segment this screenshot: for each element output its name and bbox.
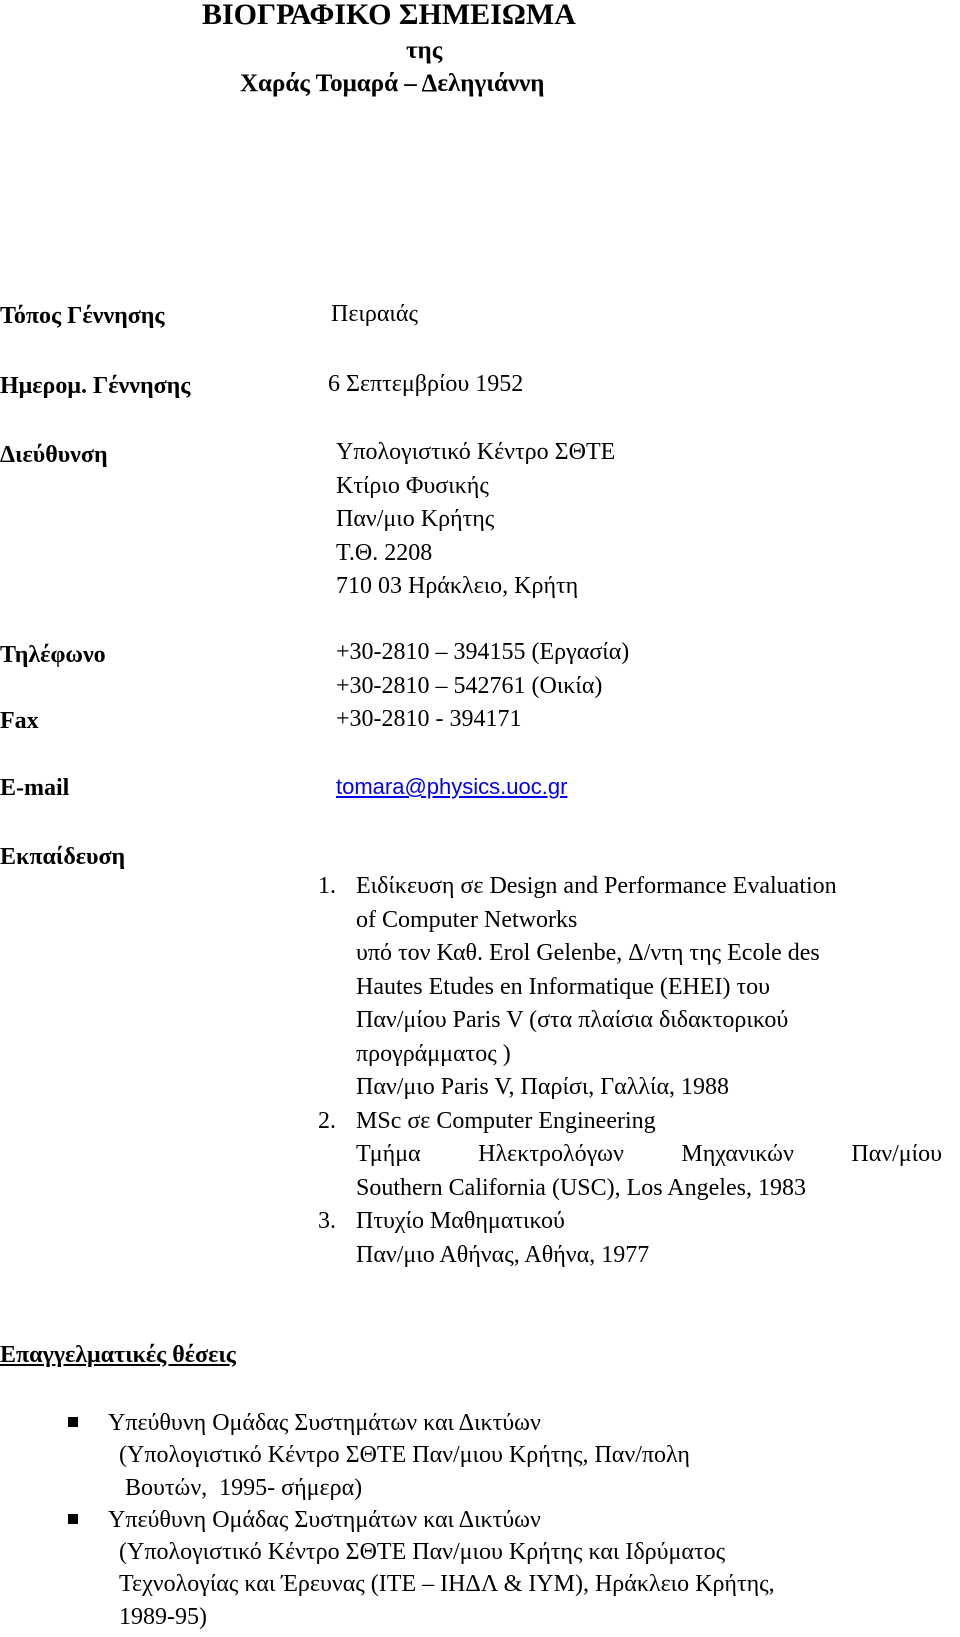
address-line: Παν/μιο Κρήτης xyxy=(336,506,495,532)
email-link[interactable]: tomara@physics.uoc.gr xyxy=(336,774,568,799)
education-line: Παν/μιο Αθήνας, Αθήνα, 1977 xyxy=(356,1241,650,1268)
position-title: Υπεύθυνη Ομάδας Συστημάτων και Δικτύων xyxy=(108,1410,541,1436)
person-name: Χαράς Τομαρά – Δεληγιάννη xyxy=(240,70,545,97)
position-detail: (Υπολογιστικό Κέντρο ΣΘΤΕ Παν/μιου Κρήτης, Παν/πολη xyxy=(119,1442,690,1469)
position-title: Υπεύθυνη Ομάδας Συστημάτων και Δικτύων xyxy=(108,1506,541,1533)
square-bullet-icon xyxy=(68,1417,78,1427)
birthplace-label: Τόπος Γέννησης xyxy=(0,303,165,329)
address-label: Διεύθυνση xyxy=(0,442,108,468)
education-item-text xyxy=(356,1205,958,1272)
fax-label: Fax xyxy=(0,708,39,734)
phone-block xyxy=(336,636,629,703)
phone-line: +30-2810 – 542761 (Οικία) xyxy=(336,672,603,699)
birthdate-label: Ημερομ. Γέννησης xyxy=(0,373,191,399)
position-item xyxy=(68,1407,775,1504)
education-label: Εκπαίδευση xyxy=(0,844,126,870)
birthdate-value: 6 Σεπτεμβρίου 1952 xyxy=(328,371,524,397)
title-of: της xyxy=(406,37,443,64)
position-detail: (Υπολογιστικό Κέντρο ΣΘΤΕ Παν/μιου Κρήτης και Ιδρύματος xyxy=(119,1539,726,1566)
education-item-number: 1. xyxy=(318,873,336,899)
address-line: Κτίριο Φυσικής xyxy=(336,472,489,499)
education-item-number: 3. xyxy=(318,1208,336,1234)
education-item-number: 2. xyxy=(318,1107,336,1134)
phone-label: Τηλέφωνο xyxy=(0,642,106,668)
birthplace-value: Πειραιάς xyxy=(331,301,418,327)
education-line: προγράμματος ) xyxy=(356,1040,511,1067)
education-line: Παν/μιο Paris V, Παρίσι, Γαλλία, 1988 xyxy=(356,1074,730,1100)
email-label: E-mail xyxy=(0,775,70,801)
position-detail: 1989-95) xyxy=(119,1603,207,1630)
education-item-text xyxy=(356,1105,958,1206)
education-line: υπό τον Καθ. Erol Gelenbe, Δ/ντη της Ecole des xyxy=(356,940,820,966)
education-line: Πτυχίο Μαθηματικού xyxy=(356,1208,565,1234)
position-item xyxy=(68,1504,775,1633)
fax-value: +30-2810 - 394171 xyxy=(336,706,522,732)
document-title: ΒΙΟΓΡΑΦΙΚΟ ΣΗΜΕΙΩΜΑ xyxy=(202,0,576,31)
address-line: Τ.Θ. 2208 xyxy=(336,539,433,566)
education-line: Southern California (USC), Los Angeles, 1983 xyxy=(356,1174,806,1201)
square-bullet-icon xyxy=(68,1514,78,1524)
education-line: MSc σε Computer Engineering xyxy=(356,1107,656,1134)
phone-line: +30-2810 – 394155 (Εργασία) xyxy=(336,639,630,665)
education-item xyxy=(318,870,958,1105)
positions-list xyxy=(68,1407,775,1633)
address-block xyxy=(336,436,615,604)
education-line: Hautes Etudes en Informatique (EHEI) του xyxy=(356,973,771,1000)
positions-heading: Επαγγελματικές θέσεις xyxy=(0,1342,236,1368)
education-list xyxy=(318,870,958,1272)
education-item xyxy=(318,1105,958,1206)
education-line: of Computer Networks xyxy=(356,906,578,933)
address-line: Υπολογιστικό Κέντρο ΣΘΤΕ xyxy=(336,439,616,465)
education-line: Παν/μίου Paris V (στα πλαίσια διδακτορικού xyxy=(356,1007,789,1033)
education-line: Τμήμα Ηλεκτρολόγων Μηχανικών Παν/μίου xyxy=(356,1141,942,1167)
education-line: Ειδίκευση σε Design and Performance Evaluation xyxy=(356,873,837,899)
address-line: 710 03 Ηράκλειο, Κρήτη xyxy=(336,573,579,599)
position-detail: Βουτών, 1995- σήμερα) xyxy=(119,1474,363,1501)
education-item xyxy=(318,1205,958,1272)
education-item-text xyxy=(356,870,958,1105)
position-detail: Τεχνολογίας και Έρευνας (ΙΤΕ – ΙΗΔΛ & ΙΥΜ), Ηράκλειο Κρήτης, xyxy=(119,1571,775,1598)
